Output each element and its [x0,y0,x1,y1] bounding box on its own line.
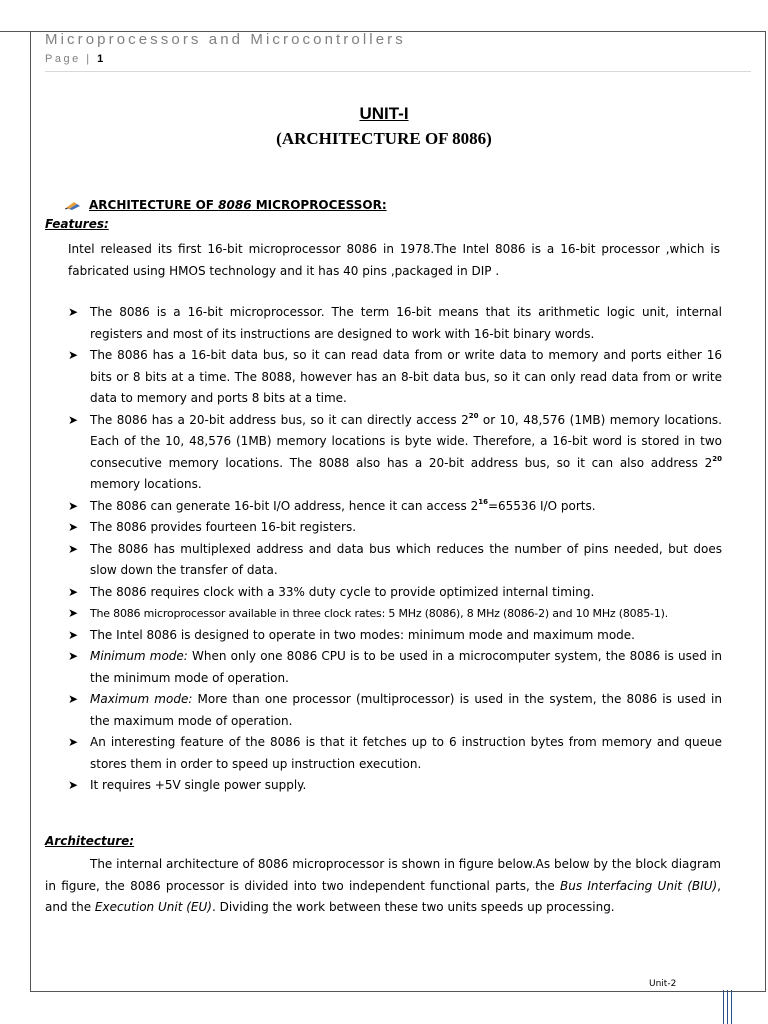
pen-bullet-icon [65,200,81,210]
features-list [68,302,722,797]
unit-title: UNIT-I [359,104,409,123]
arrow-bullet-icon: ➤ [68,649,79,663]
eu-term: Execution Unit (EU) [94,900,212,914]
page-border-top-left [0,31,30,32]
superscript: 16 [478,497,488,506]
list-item: ➤ The 8086 is a 16-bit microprocessor. The term 16-bit means that its arithmetic logic unit, internal registers and most of its instructions are designed to work with 16-bit binary words. [68,302,722,345]
list-item: ➤ The Intel 8086 is designed to operate in two modes: minimum mode and maximum mode. [68,625,722,647]
arrow-bullet-icon: ➤ [68,412,79,427]
corner-decoration [720,990,736,1024]
arrow-bullet-icon: ➤ [68,520,79,534]
section-heading-prefix: ARCHITECTURE OF [89,198,219,212]
page-label: Page | [45,53,92,65]
list-item: ➤ An interesting feature of the 8086 is that it fetches up to 6 instruction bytes from memory and queue stores them in order to speed up instruction execution. [68,732,722,775]
features-heading: Features: [45,217,109,231]
term: Minimum mode: [90,649,188,663]
arrow-bullet-icon: ➤ [68,778,79,792]
list-item: ➤ The 8086 has a 16-bit data bus, so it can read data from or write data to memory and ports either 16 bits or 8 bits at a time. The 8088, however has an 8-bit data bus, so it can only read data from or write data to memory and ports 8 bits at a time. [68,345,722,410]
arrow-bullet-icon: ➤ [68,305,79,319]
list-item: ➤ Maximum mode: More than one processor (multiprocessor) is used in the system, the 8086 is used in the maximum mode of operation. [68,689,722,732]
header-rule [45,71,751,72]
architecture-heading: Architecture: [45,834,135,848]
superscript: 20 [468,411,479,420]
arrow-bullet-icon: ➤ [68,692,79,706]
features-intro: Intel released its first 16-bit microprocessor 8086 in 1978.The Intel 8086 is a 16-bit processor ,which is fabricated using HMOS technology and it has 40 pins ,packaged in DIP . [68,242,720,278]
running-header-page [45,53,104,65]
arrow-bullet-icon: ➤ [68,735,79,749]
arrow-bullet-icon: ➤ [68,627,79,642]
page-number: 1 [97,53,105,65]
list-item: ➤ It requires +5V single power supply. [68,775,722,797]
list-item: ➤ The 8086 provides fourteen 16-bit registers. [68,517,722,539]
list-item: ➤ The 8086 has a 20-bit address bus, so it can directly access $2^{20}$ or 10, 48,576 (1MB) memory locations. Each of the 10, 48,576 (1MB) memory locations is byte wide. Therefore, a 16-bit word is stored in two consecutive memory locations. The 8088 also has a 20-bit address bus, so it can also address $2^{20}$ memory locations. [68,411,722,491]
footer-unit-label: Unit-2 [649,979,677,989]
arrow-bullet-icon: ➤ [68,541,79,556]
list-item: ➤ The 8086 requires clock with a 33% duty cycle to provide optimized internal timing. [68,582,722,604]
section-heading-model: 8086 [218,198,252,212]
unit-subtitle: (ARCHITECTURE OF 8086) [276,129,492,148]
arrow-bullet-icon: ➤ [68,498,79,513]
list-item: ➤ The 8086 microprocessor available in three clock rates: 5 MHz (8086), 8 MHz (8086-2) and 10 MHz (8085-1). [68,603,722,625]
section-heading-suffix: MICROPROCESSOR: [251,198,387,212]
architecture-paragraph: The internal architecture of 8086 microprocessor is shown in figure below.As below by the block diagram in figure, the 8086 processor is divided into two independent functional parts, the Bus Interfacing Unit (BIU), and the Execution Unit (EU). Dividing the work between these two units speeds up processing. [45,857,721,914]
biu-term: Bus Interfacing Unit (BIU) [560,878,718,893]
list-item: ➤ Minimum mode: When only one 8086 CPU is to be used in a microcomputer system, the 8086 is used in the minimum mode of operation. [68,646,722,689]
arrow-bullet-icon: ➤ [68,348,79,362]
arrow-bullet-icon: ➤ [68,584,79,599]
list-item: ➤ The 8086 can generate 16-bit I/O address, hence it can access $2^{16}=65536$ I/O ports. [68,496,722,518]
list-item: ➤ The 8086 has multiplexed address and data bus which reduces the number of pins needed, but does slow down the transfer of data. [68,539,722,582]
running-header-title: Microprocessors and Microcontrollers [45,31,406,48]
superscript: 20 [712,454,722,463]
arrow-bullet-icon: ➤ [68,606,78,620]
section-heading [65,198,387,212]
term: Maximum mode: [90,692,193,706]
